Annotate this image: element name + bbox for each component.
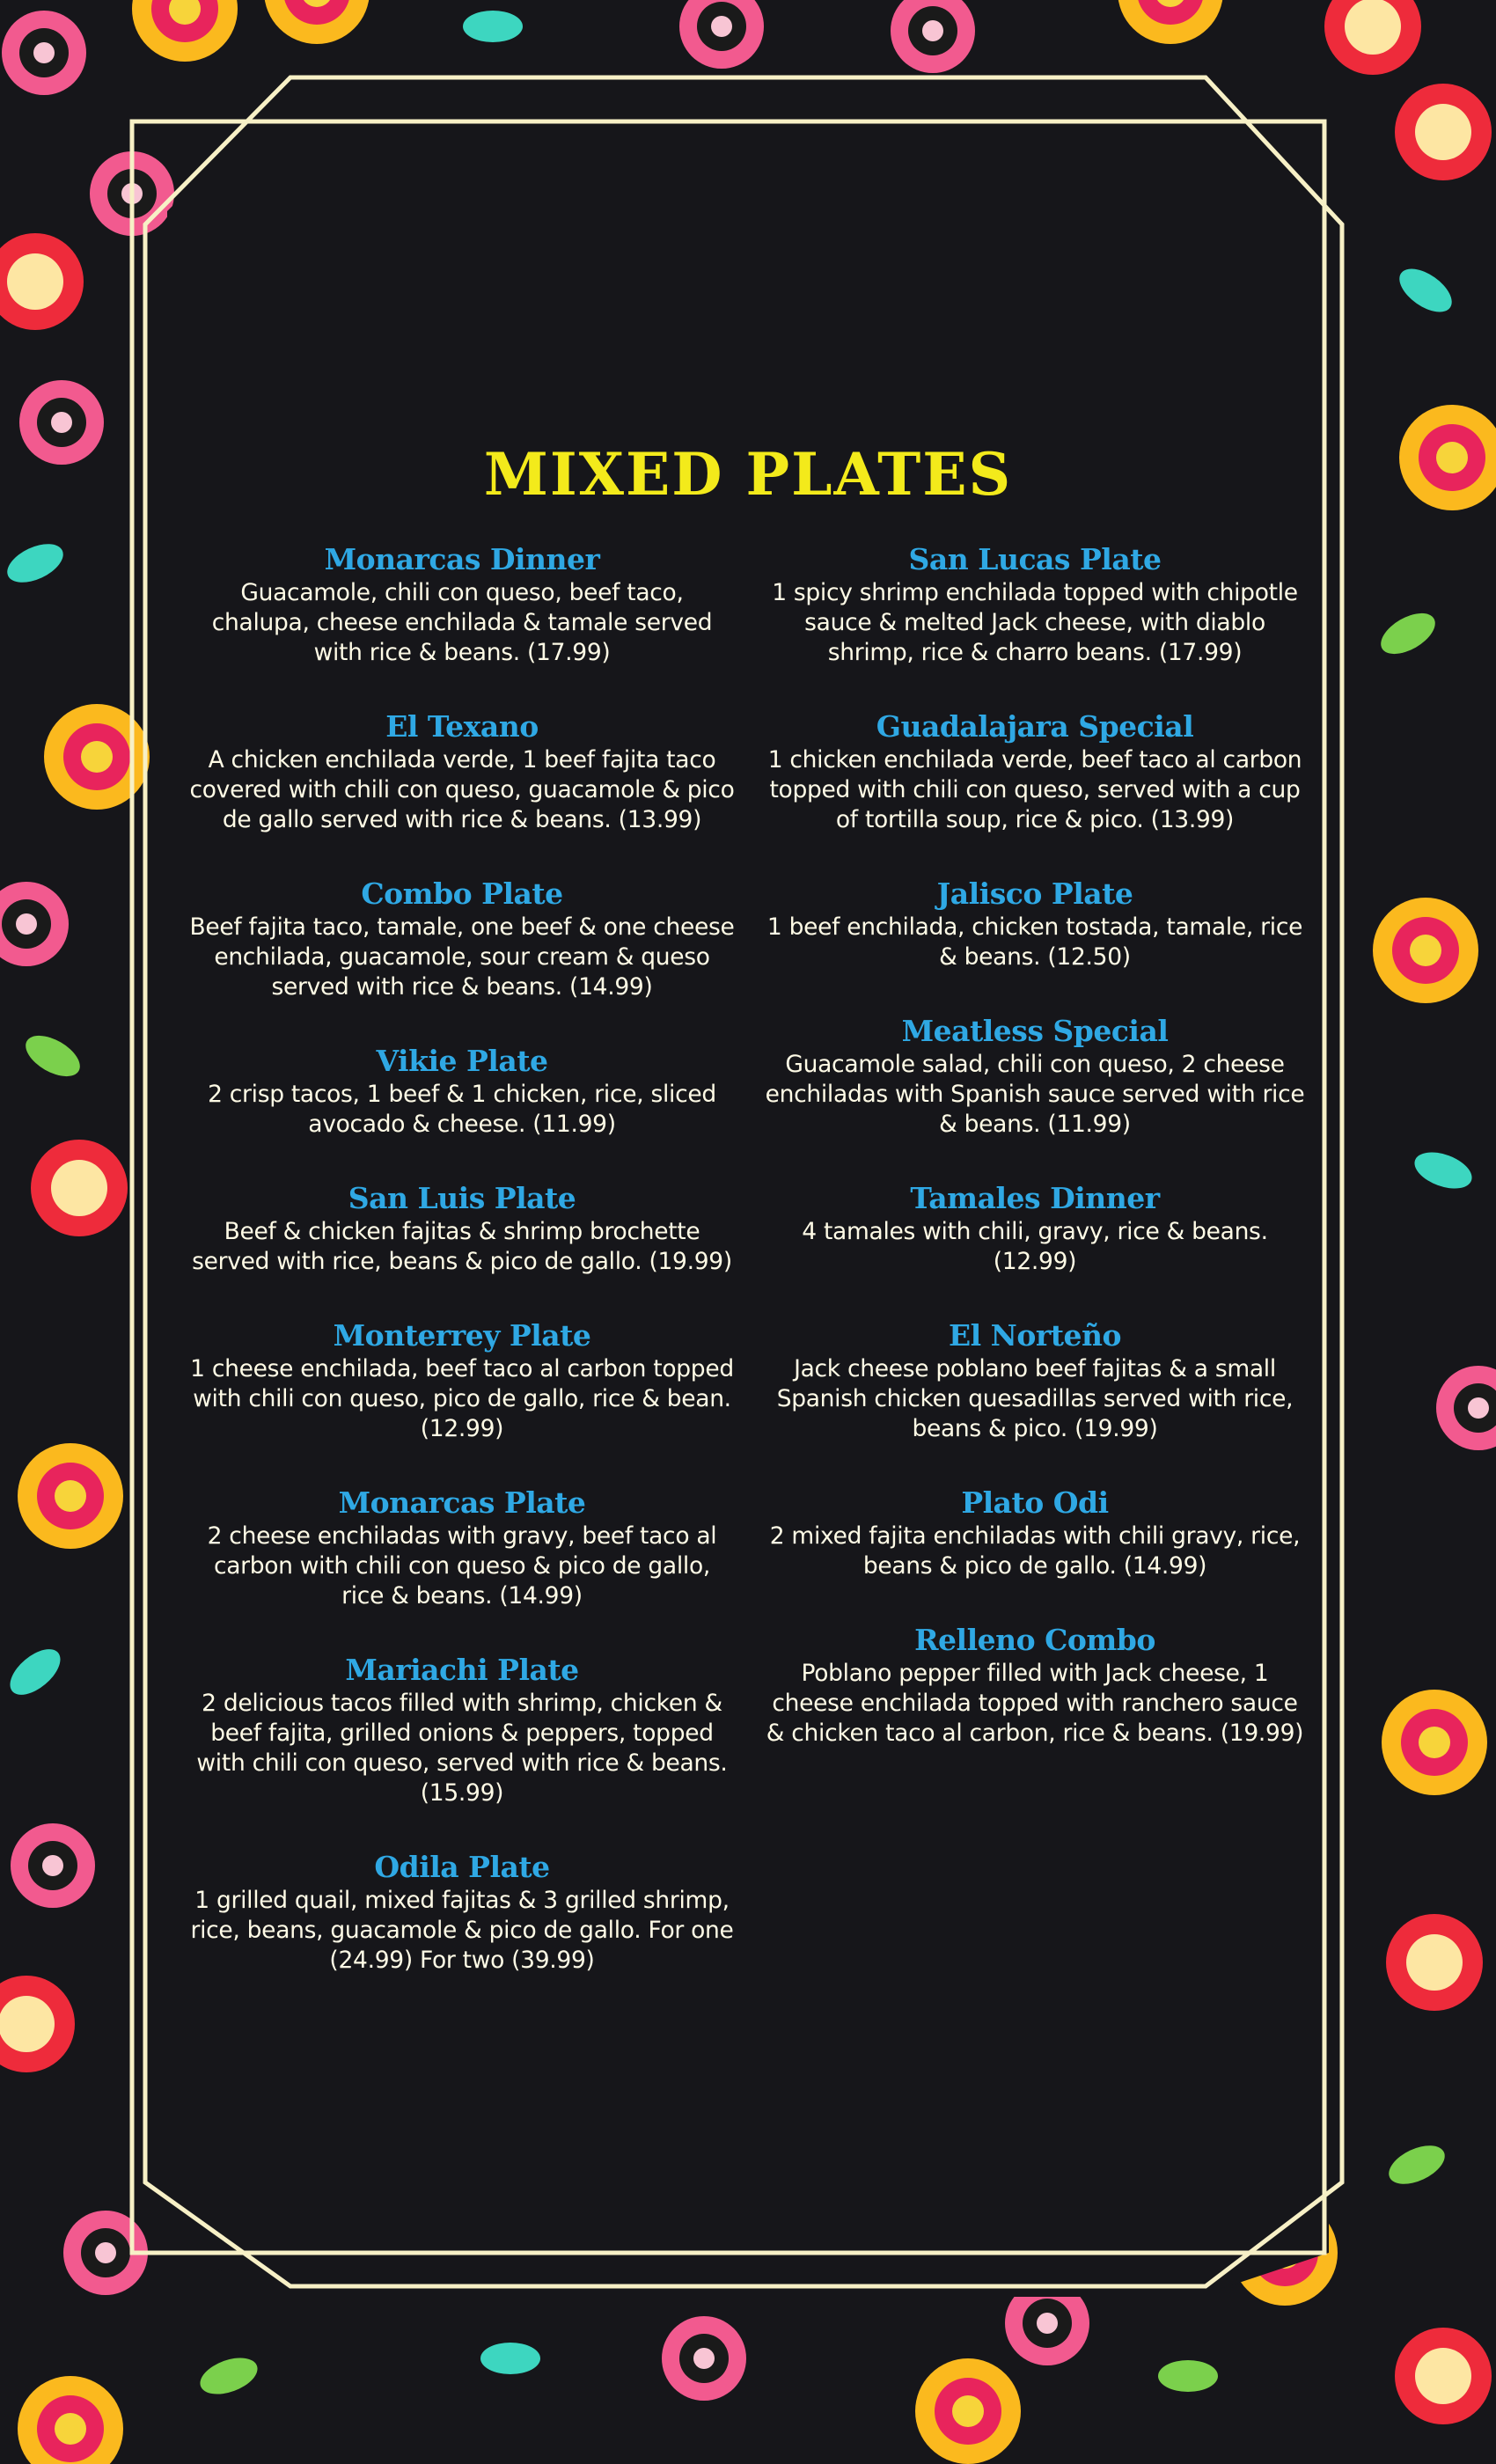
menu-item xyxy=(762,708,1308,835)
menu-item-name: Mariachi Plate xyxy=(345,1653,579,1687)
menu-item xyxy=(762,876,1308,972)
menu-item xyxy=(762,541,1308,668)
menu-item-name: El Norteño xyxy=(949,1318,1121,1353)
menu-item-description: 1 beef enchilada, chicken tostada, tamale, rice & beans. (12.50) xyxy=(766,913,1303,971)
menu-item-name: Monterrey Plate xyxy=(333,1318,591,1353)
menu-item xyxy=(189,1043,735,1140)
menu-item-name: Meatless Special xyxy=(901,1014,1169,1048)
menu-item-description: Guacamole salad, chili con queso, 2 cheese enchiladas with Spanish sauce served with rice & beans. (11.99) xyxy=(765,1051,1305,1138)
menu-item xyxy=(189,1180,735,1277)
menu-item-description: 1 spicy shrimp enchilada topped with chipotle sauce & melted Jack cheese, with diablo shrimp, rice & charro beans. (17.99) xyxy=(772,579,1298,666)
menu-item-description: 2 mixed fajita enchiladas with chili gravy, rice, beans & pico de gallo. (14.99) xyxy=(769,1522,1301,1580)
menu-title: MIXED PLATES xyxy=(483,440,1013,509)
menu-item-description: Jack cheese poblano beef fajitas & a small Spanish chicken quesadillas served with rice, beans & pico. (19.99) xyxy=(776,1355,1294,1442)
menu-item-name: Relleno Combo xyxy=(914,1623,1155,1657)
menu-item-description: Guacamole, chili con queso, beef taco, chalupa, cheese enchilada & tamale served with rice & beans. (17.99) xyxy=(211,579,713,666)
menu-item-name: Monarcas Dinner xyxy=(324,542,600,576)
menu-item xyxy=(189,1317,735,1444)
menu-item-name: San Luis Plate xyxy=(348,1181,576,1215)
menu-item-name: Vikie Plate xyxy=(376,1044,548,1078)
menu-item xyxy=(189,708,735,835)
menu-item-description: 2 delicious tacos filled with shrimp, chicken & beef fajita, grilled onions & peppers, topped with chili con queso, served with rice & beans. (15.99) xyxy=(196,1690,728,1807)
menu-item-name: San Lucas Plate xyxy=(908,542,1162,576)
menu-item xyxy=(189,1485,735,1611)
menu-item xyxy=(762,1622,1308,1749)
menu-item-description: Beef fajita taco, tamale, one beef & one cheese enchilada, guacamole, sour cream & queso served with rice & beans. (14.99) xyxy=(189,913,735,1001)
menu-item-name: Odila Plate xyxy=(374,1850,550,1884)
menu-item-name: Guadalajara Special xyxy=(876,709,1194,744)
menu-item-name: El Texano xyxy=(385,709,539,744)
menu-item xyxy=(189,1849,735,1976)
menu-item-name: Tamales Dinner xyxy=(910,1181,1160,1215)
menu-item xyxy=(762,1013,1308,1140)
menu-item xyxy=(762,1485,1308,1581)
menu-item-name: Plato Odi xyxy=(961,1485,1109,1520)
menu-item xyxy=(189,876,735,1002)
menu-item-description: 1 grilled quail, mixed fajitas & 3 grilled shrimp, rice, beans, guacamole & pico de gallo. For one (24.99) For two (39.99) xyxy=(190,1887,734,1974)
menu-column-right xyxy=(762,541,1308,1749)
menu-item xyxy=(189,541,735,668)
menu-item-description: A chicken enchilada verde, 1 beef fajita taco covered with chili con queso, guacamole & pico de gallo served with rice & beans. (13.99) xyxy=(189,746,735,833)
menu-column-left xyxy=(189,541,735,1976)
menu-item-description: 4 tamales with chili, gravy, rice & beans. (12.99) xyxy=(802,1218,1268,1275)
menu-item-name: Monarcas Plate xyxy=(338,1485,586,1520)
menu-item-description: Poblano pepper filled with Jack cheese, 1 cheese enchilada topped with ranchero sauce & chicken taco al carbon, rice & beans. (19.99) xyxy=(766,1660,1304,1747)
menu-item xyxy=(762,1180,1308,1277)
menu-item-description: 2 cheese enchiladas with gravy, beef taco al carbon with chili con queso & pico de gallo, rice & beans. (14.99) xyxy=(207,1522,717,1610)
menu-item-description: 1 chicken enchilada verde, beef taco al carbon topped with chili con queso, served with a cup of tortilla soup, rice & pico. (13.99) xyxy=(767,746,1302,833)
menu-item-description: 1 cheese enchilada, beef taco al carbon topped with chili con queso, pico de gallo, rice & bean. (12.99) xyxy=(190,1355,734,1442)
menu-item xyxy=(189,1652,735,1808)
menu-item-description: 2 crisp tacos, 1 beef & 1 chicken, rice, sliced avocado & cheese. (11.99) xyxy=(208,1081,716,1138)
menu-item-name: Combo Plate xyxy=(361,876,563,911)
menu-item-name: Jalisco Plate xyxy=(936,876,1133,911)
menu-item xyxy=(762,1317,1308,1444)
menu-item-description: Beef & chicken fajitas & shrimp brochette served with rice, beans & pico de gallo. (19.99) xyxy=(192,1218,732,1275)
